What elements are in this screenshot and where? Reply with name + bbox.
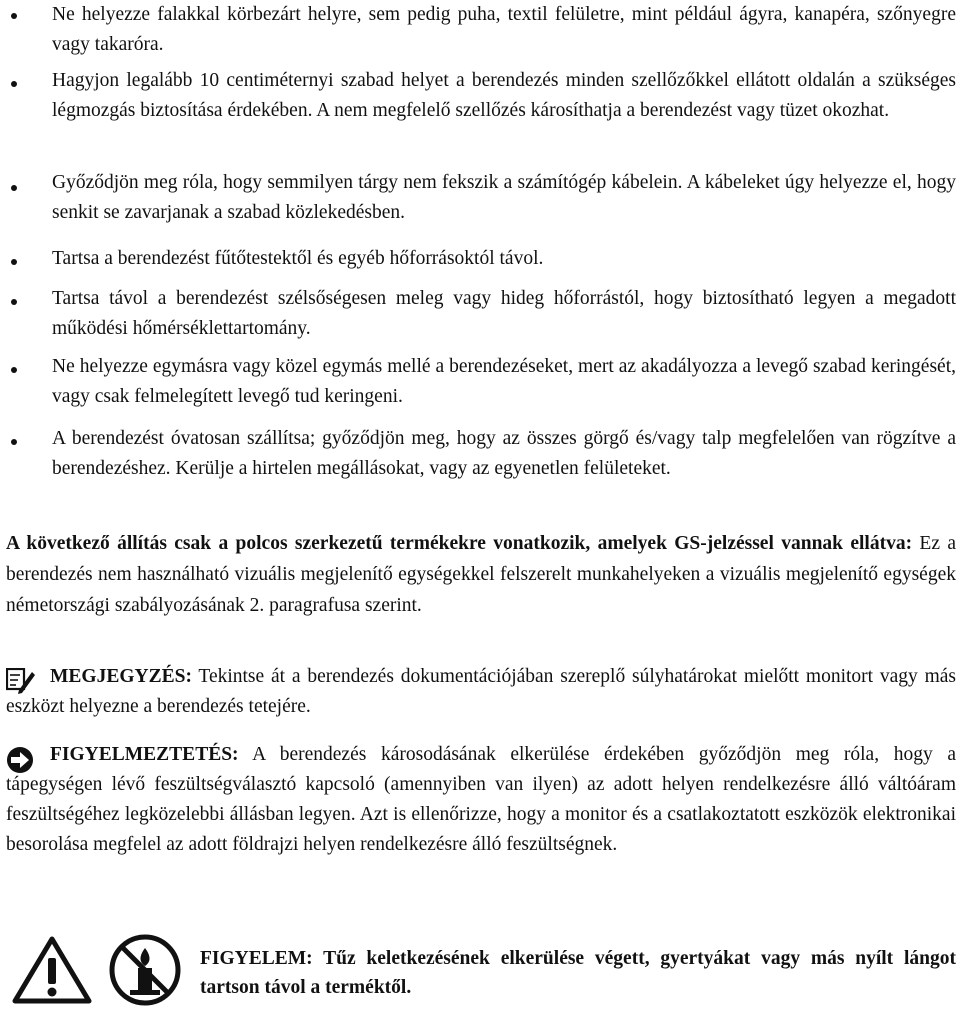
gs-statement-bold: A következő állítás csak a polcos szerkezetű termékekre vonatkozik, amelyek GS-jelzéssel vannak ellátva: (6, 533, 913, 554)
list-item-text: Tartsa a berendezést fűtőtestektől és egyéb hőforrásoktól távol. (52, 248, 544, 269)
warning-label: FIGYELMEZTETÉS: (50, 744, 239, 765)
list-item-text: Tartsa távol a berendezést szélsőségesen meleg vagy hideg hőforrástól, hogy biztosítható legyen a megadott működési hőmérséklettartomány. (52, 288, 956, 339)
fire-caution-text: FIGYELEM: Tűz keletkezésének elkerülése végett, gyertyákat vagy más nyílt lángot tartson távol a terméktől. (200, 948, 956, 998)
list-item-text: Ne helyezze egymásra vagy közel egymás mellé a berendezéseket, mert az akadályozza a levegő szabad keringését, vagy csak felmelegített levegő tud keringeni. (52, 356, 956, 407)
bullet-dot (11, 299, 17, 305)
warning-triangle-icon (12, 936, 92, 1010)
bullet-dot (11, 185, 17, 191)
gs-statement-paragraph (6, 528, 956, 621)
bullet-dot (11, 367, 17, 373)
note-block (6, 662, 956, 722)
list-item-text: Hagyjon legalább 10 centiméternyi szabad helyet a berendezés minden szellőzőkkel ellátott oldalán a szükséges légmozgás biztosítása érdekében. A nem megfelelő szellőzés károsíthatja a berendezést vagy tüzet okozhat. (52, 70, 956, 121)
bullet-dot (11, 81, 17, 87)
warning-block (6, 740, 956, 860)
bullet-dot (11, 13, 17, 19)
note-text: Tekintse át a berendezés dokumentációjában szereplő súlyhatárokat mielőtt monitort vagy más eszközt helyezne a berendezés tetejére. (6, 666, 956, 717)
no-open-flame-icon (108, 934, 182, 1012)
bullet-dot (11, 439, 17, 445)
arrow-circle-icon (6, 746, 34, 780)
list-item-text: A berendezést óvatosan szállítsa; győződjön meg, hogy az összes görgő és/vagy talp megfelelően van rögzítve a berendezéshez. Kerülje a hirtelen megállásokat, vagy az egyenetlen felületeket. (52, 428, 956, 479)
fire-caution-block (0, 930, 960, 1005)
gs-statement-text: Ez a berendezés nem használható vizuális megjelenítő egységekkel felszerelt munkahelyeken a vizuális megjelenítő egységek németországi szabályozásának 2. paragrafusa szerint. (6, 533, 956, 616)
list-item-text: Ne helyezze falakkal körbezárt helyre, sem pedig puha, textil felületre, mint például ágyra, kanapéra, szőnyegre vagy takaróra. (52, 4, 956, 55)
warning-text: A berendezés károsodásának elkerülése érdekében győződjön meg róla, hogy a tápegységen lévő feszültségválasztó kapcsoló (amennyiben van ilyen) az adott helyen rendelkezésre álló váltóáram feszültségéhez legközelebbi állásban legyen. Azt is ellenőrizze, hogy a monitor és a csatlakoztatott eszközök elektronikai besorolása megfelel az adott földrajzi helyen rendelkezésre álló feszültségnek. (6, 744, 956, 855)
note-label: MEGJEGYZÉS: (50, 666, 192, 687)
bullet-dot (11, 259, 17, 265)
list-item-text: Győződjön meg róla, hogy semmilyen tárgy nem fekszik a számítógép kábelein. A kábeleket úgy helyezze el, hogy senkit se zavarjanak a szabad közlekedésben. (52, 172, 956, 223)
pencil-note-icon (6, 668, 36, 700)
